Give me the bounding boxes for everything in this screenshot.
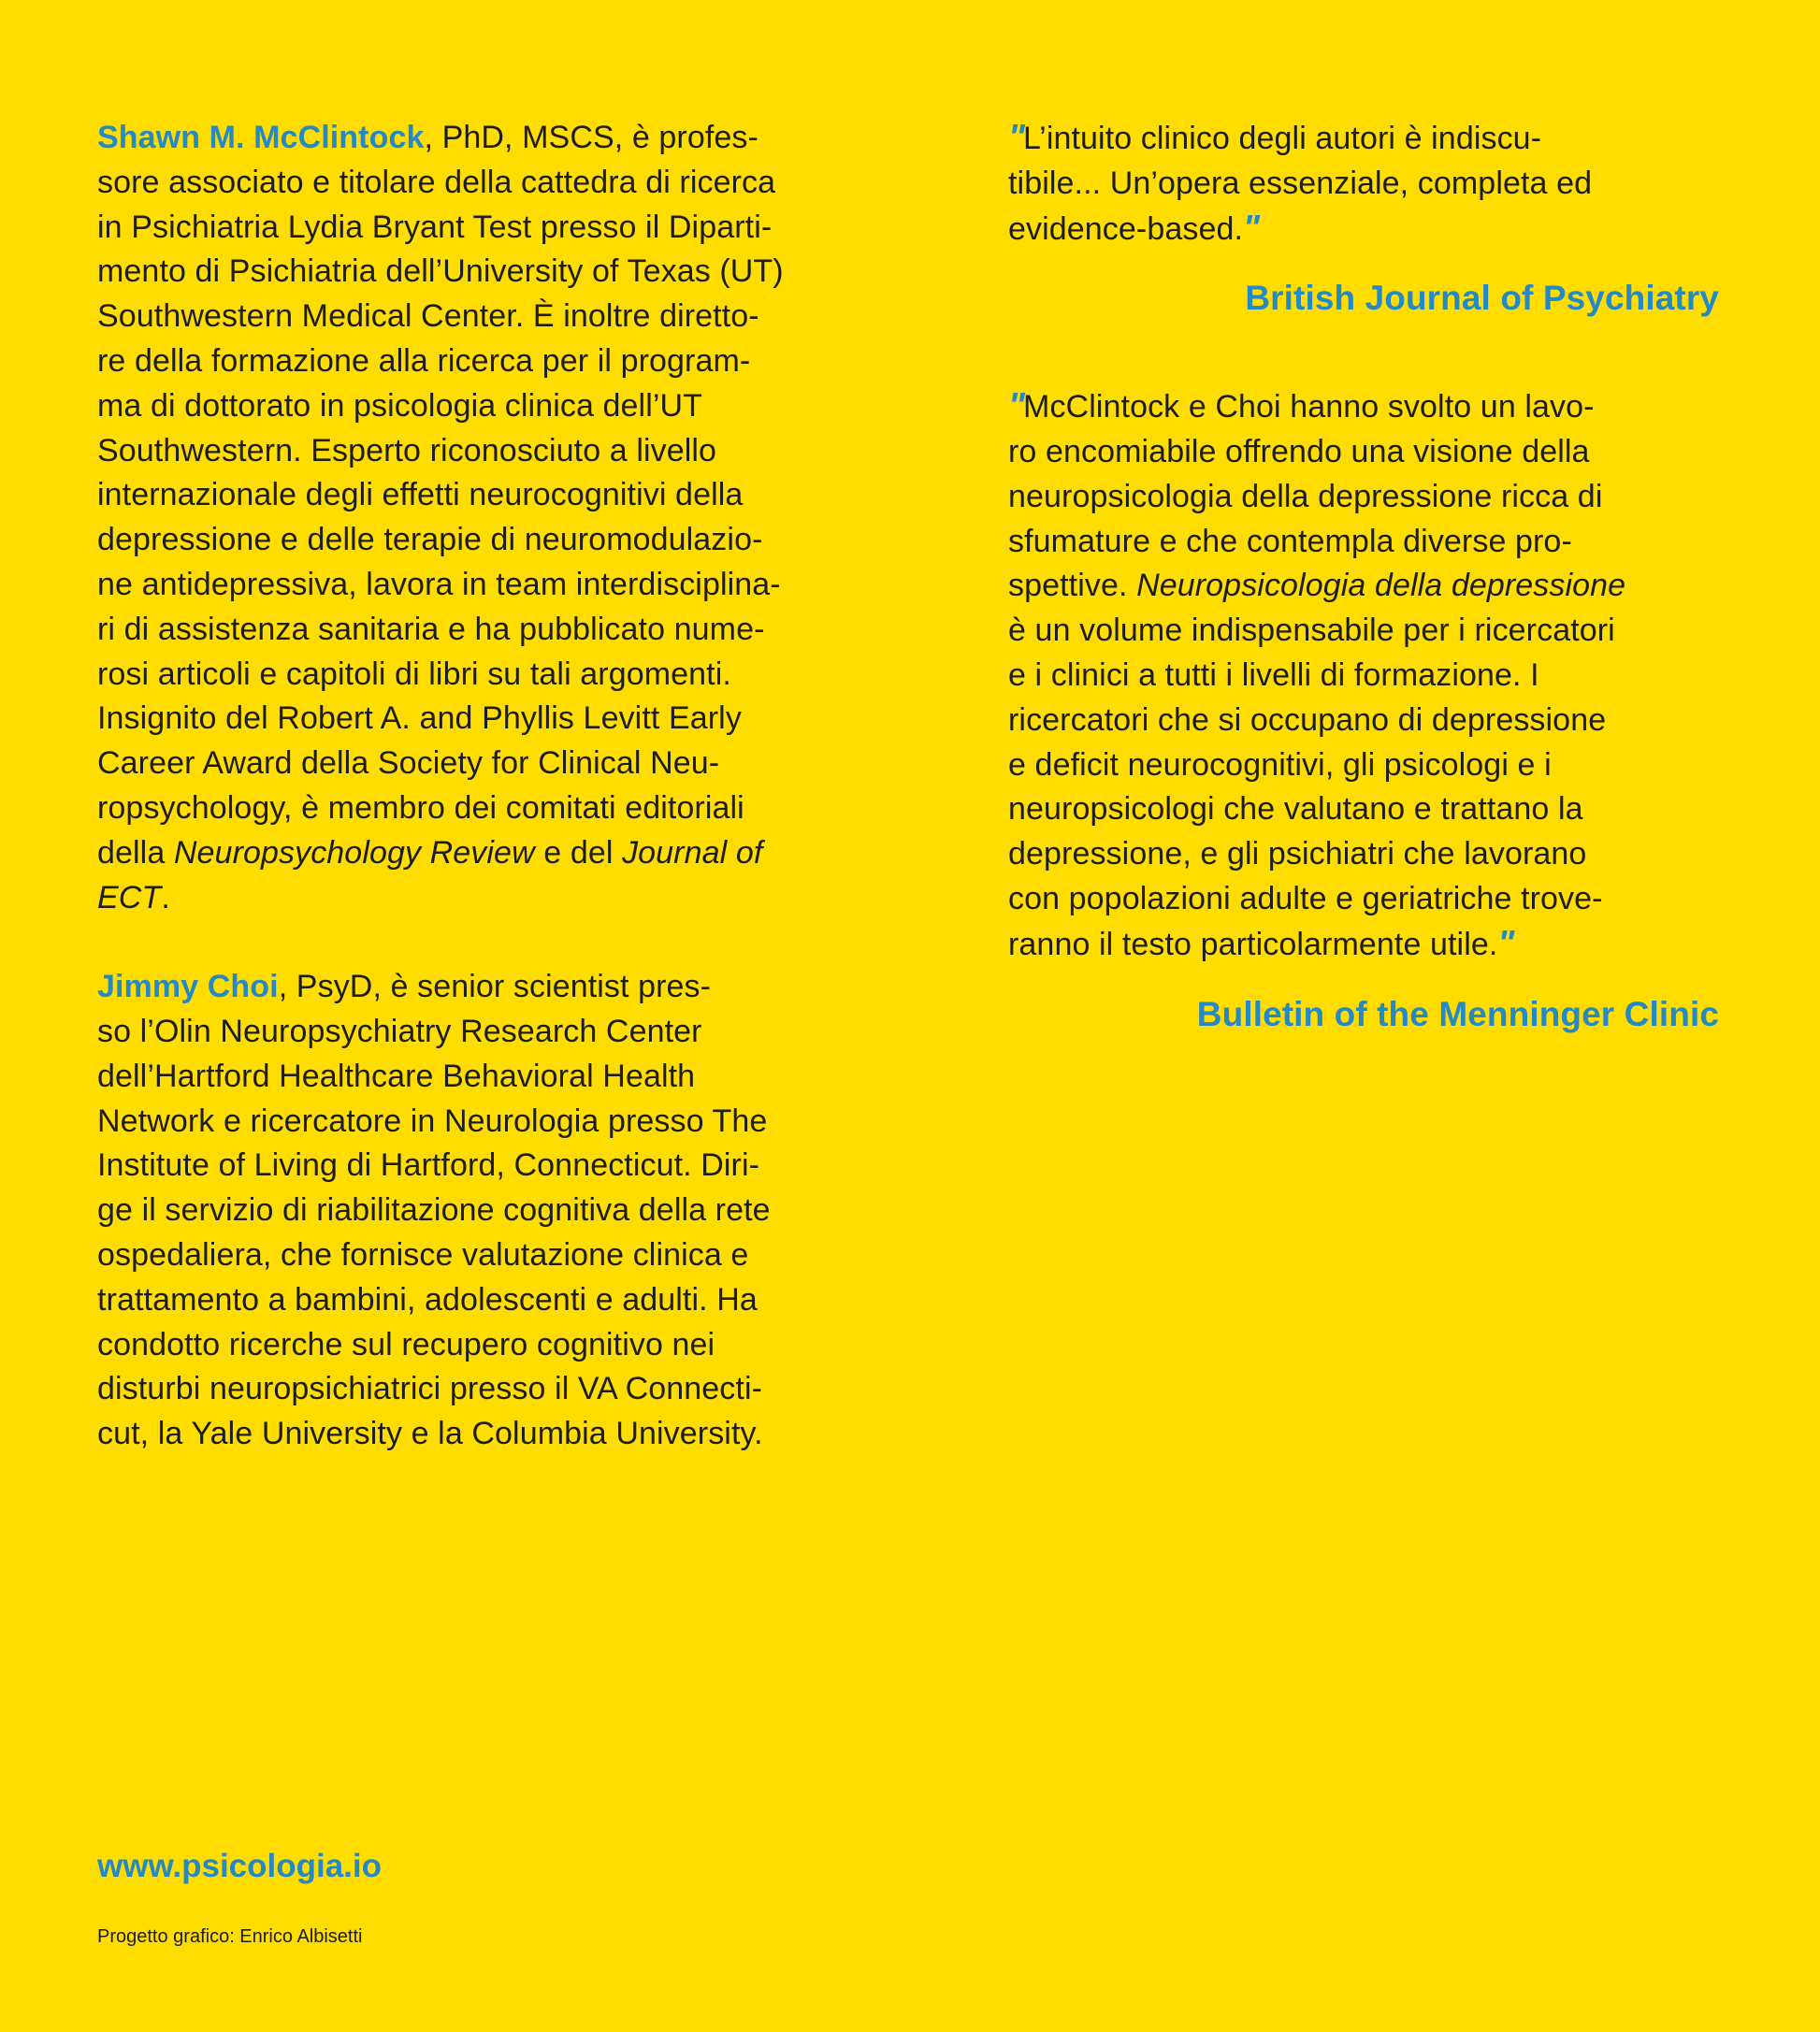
quote-line: ricercatori che si occupano di depressione: [1008, 701, 1607, 738]
quote-line: con popolazioni adulte e geriatriche trove-: [1008, 880, 1603, 916]
quote-source: British Journal of Psychiatry: [1245, 279, 1719, 318]
quote-line: e i clinici a tutti i livelli di formazione. I: [1008, 656, 1539, 693]
quote-line: depressione, e gli psichiatri che lavorano: [1008, 836, 1587, 872]
quote-source: Bulletin of the Menninger Clinic: [1196, 994, 1719, 1033]
bio-line: so l’Olin Neuropsychiatry Research Center: [97, 1013, 702, 1049]
bio-line: ospedaliera, che fornisce valutazione clinica e: [97, 1236, 749, 1273]
bio-line: Institute of Living di Hartford, Connecticut. Diri-: [97, 1147, 760, 1184]
bio-line: cut, la Yale University e la Columbia University.: [97, 1416, 763, 1452]
quote-line: sfumature e che contempla diverse pro-: [1008, 523, 1572, 559]
bio-line: dell’Hartford Healthcare Behavioral Health: [97, 1058, 696, 1094]
open-quote-icon: ": [1008, 386, 1024, 426]
bio-line: Southwestern. Esperto riconosciuto a livello: [97, 432, 717, 468]
bio-line: depressione e delle terapie di neuromodulazio-: [97, 522, 763, 558]
bio-line: sore associato e titolare della cattedra di ricerca: [97, 164, 776, 200]
quote-line: neuropsicologi che valutano e trattano la: [1008, 791, 1583, 828]
bio-line: rosi articoli e capitoli di libri su tali argomenti.: [97, 656, 731, 692]
open-quote-icon: ": [1008, 118, 1024, 157]
quote-british-journal: "L’intuito clinico degli autori è indiscu- tibile... Un’opera essenziale, completa ed evidence-based." British Journal of Psychiatry: [1008, 116, 1719, 321]
journal-title: Neuropsychology Review: [173, 834, 535, 871]
journal-title: ECT: [97, 879, 162, 915]
bio-line: Southwestern Medical Center. È inoltre diretto-: [97, 298, 759, 335]
quote-line: tibile... Un’opera essenziale, completa ed: [1008, 165, 1593, 201]
close-quote-icon: ": [1497, 923, 1513, 963]
bio-line: Network e ricercatore in Neurologia presso The: [97, 1102, 768, 1139]
bio-choi: Jimmy Choi, PsyD, è senior scientist pres- so l’Olin Neuropsychiatry Research Center dell’Hartford Healthcare Behavioral Health Network e ricercatore in Neurologia presso The Institute of Living di Hartford, Connecticut. Diri- ge il servizio di riabilitazione cognitiva della rete ospedaliera, che fornisce valutazione clinica e trattamento a bambini, adolescenti e adulti. Ha condotto ricerche sul recupero cognitivo nei disturbi neuropsichiatrici presso il VA Connecti- cut, la Yale University e la Columbia University.: [97, 965, 808, 1457]
bio-line: condotto ricerche sul recupero cognitivo nei: [97, 1326, 715, 1362]
bio-line: mento di Psichiatria dell’University of Texas (UT): [97, 253, 784, 290]
design-credit: Progetto grafico: Enrico Albisetti: [97, 1926, 363, 1947]
book-title: Neuropsicologia della depressione: [1136, 568, 1626, 604]
quote-menninger: "McClintock e Choi hanno svolto un lavo- ro encomiabile offrendo una visione della neuropsicologia della depressione ricca di sfumature e che contempla diverse pro- spettive. Neuropsicologia della depressione è un volume indispensabile per i ricercatori e i clinici a tutti i livelli di formazione. I ricercatori che si occupano di depressione e deficit neurocognitivi, gli psicologi e i neuropsicologi che valutano e trattano la depressione, e gli psichiatri che lavorano con popolazioni adulte e geriatriche trove- ranno il testo particolarmente utile." Bulletin of the Menninger Clinic: [1008, 384, 1719, 1036]
bio-line: disturbi neuropsichiatrici presso il VA Connecti-: [97, 1371, 763, 1407]
journal-title: Journal of: [622, 834, 763, 871]
author-name-choi: Jimmy Choi: [97, 969, 279, 1005]
bio-mcclintock: Shawn M. McClintock, PhD, MSCS, è profes- sore associato e titolare della cattedra di ricerca in Psichiatria Lydia Bryant Test presso il Diparti- mento di Psichiatria dell’University of Texas (UT) Southwestern Medical Center. È inoltre diretto- re della formazione alla ricerca per il program- ma di dottorato in psicologia clinica dell’UT Southwestern. Esperto riconosciuto a livello internazionale degli effetti neurocognitivi della depressione e delle terapie di neuromodulazio- ne antidepressiva, lavora in team interdisciplina- ri di assistenza sanitaria e ha pubblicato nume- rosi articoli e capitoli di libri su tali argomenti. Insignito del Robert A. and Phyllis Levitt Early Career Award della Society for Clinical Neu- ropsychology, è membro dei comitati editoriali della Neuropsychology Review e del Journal of ECT.: [97, 116, 808, 920]
bio-line: ri di assistenza sanitaria e ha pubblicato nume-: [97, 611, 765, 647]
author-bios: [97, 116, 808, 1457]
bio-line: ropsychology, è membro dei comitati editoriali: [97, 789, 744, 826]
bio-line: ma di dottorato in psicologia clinica dell’UT: [97, 387, 703, 424]
bio-line: Career Award della Society for Clinical Neu-: [97, 745, 720, 782]
bio-line: internazionale degli effetti neurocognitivi della: [97, 477, 744, 513]
bio-line: Insignito del Robert A. and Phyllis Levitt Early: [97, 700, 742, 737]
website-link[interactable]: www.psicologia.io: [97, 1848, 383, 1884]
close-quote-icon: ": [1243, 208, 1259, 248]
bio-line: re della formazione alla ricerca per il program-: [97, 342, 751, 379]
bio-line: ne antidepressiva, lavora in team interdisciplina-: [97, 566, 781, 602]
quote-line: neuropsicologia della depressione ricca di: [1008, 478, 1603, 514]
quote-line: è un volume indispensabile per i ricercatori: [1008, 612, 1615, 649]
review-quotes: [1008, 116, 1719, 1036]
quote-line: e deficit neurocognitivi, gli psicologi e i: [1008, 746, 1552, 783]
author-name-mcclintock: Shawn M. McClintock: [97, 120, 425, 155]
bio-line: in Psichiatria Lydia Bryant Test presso il Diparti-: [97, 209, 773, 245]
bio-line: trattamento a bambini, adolescenti e adulti. Ha: [97, 1281, 758, 1318]
bio-line: ge il servizio di riabilitazione cognitiva della rete: [97, 1192, 771, 1229]
quote-line: ro encomiabile offrendo una visione della: [1008, 433, 1590, 469]
